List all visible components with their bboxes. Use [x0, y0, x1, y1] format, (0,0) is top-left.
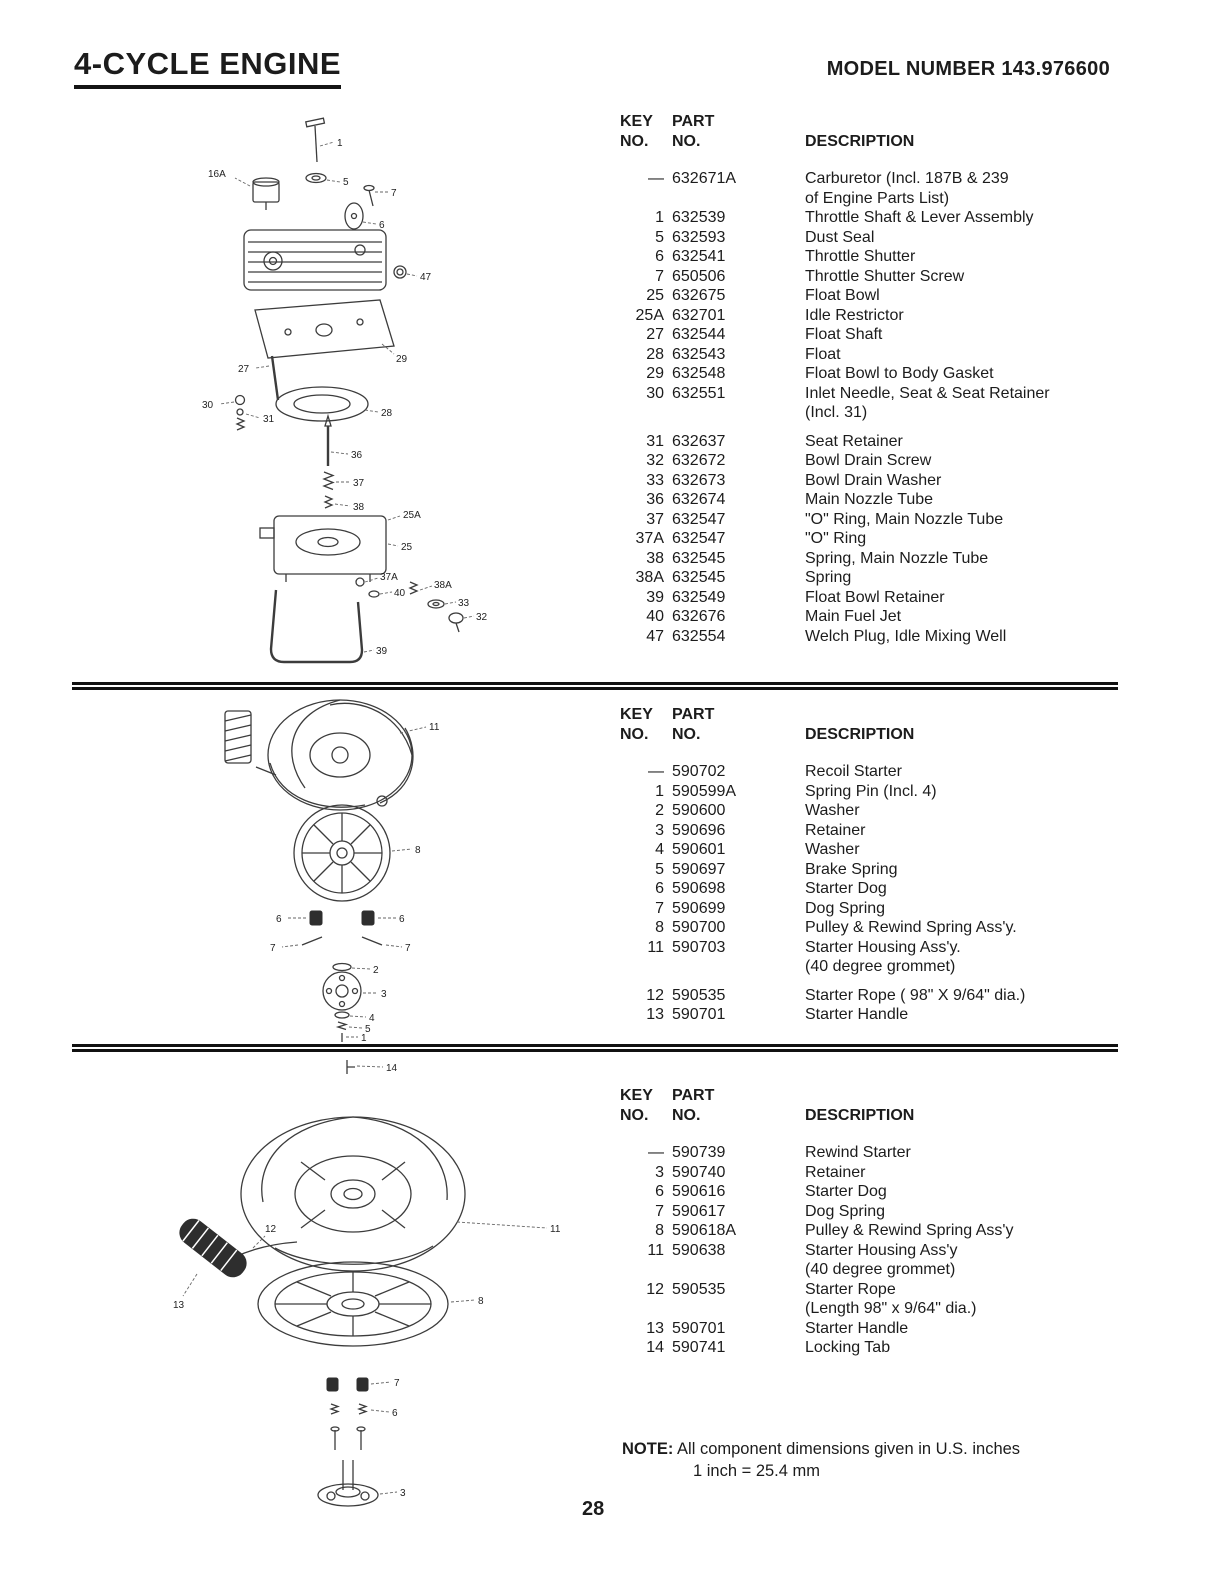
starter-dog-part — [362, 911, 374, 925]
description-cell: Pulley & Rewind Spring Ass'y. — [805, 919, 1017, 936]
description-cell: Throttle Shutter Screw — [805, 267, 965, 285]
key-no-cell: 31 — [646, 432, 664, 450]
key-no-cell: 7 — [655, 899, 664, 917]
col-header-key: KEY — [620, 706, 653, 723]
callout-label: 6 — [379, 220, 385, 231]
part-no-cell: 590700 — [672, 919, 726, 936]
part-no-cell: 632672 — [672, 452, 726, 469]
key-no-cell: 12 — [646, 986, 664, 1004]
description-cell: Starter Housing Ass'y (40 degree grommet) — [805, 1241, 958, 1278]
table-row — [620, 364, 1115, 384]
callout-label: 6 — [399, 914, 405, 925]
col-header-no: NO. — [620, 1106, 649, 1124]
table-row — [620, 1163, 1115, 1183]
description-cell: Main Fuel Jet — [805, 608, 902, 625]
starter-dog-part — [310, 911, 322, 925]
callout-label: 29 — [396, 354, 408, 365]
part-no-cell: 590535 — [672, 986, 726, 1004]
col-header-description: DESCRIPTION — [805, 725, 915, 743]
callout-label: 14 — [386, 1063, 398, 1074]
col-header-key: KEY — [620, 1087, 653, 1104]
description-cell: Carburetor (Incl. 187B & 239 of Engine Parts List) — [805, 170, 1009, 207]
part-no-cell: 632675 — [672, 287, 726, 304]
callout-label: 8 — [415, 845, 421, 856]
description-cell: Pulley & Rewind Spring Ass'y — [805, 1222, 1014, 1239]
col-header-no: NO. — [620, 132, 649, 150]
table-row — [620, 1319, 1115, 1339]
carburetor-body — [244, 230, 386, 290]
part-no-cell: 632674 — [672, 491, 726, 508]
description-cell: Dog Spring — [805, 1202, 886, 1220]
part-no-cell: 590599A — [672, 782, 737, 800]
table-row — [620, 1202, 1115, 1222]
col-header-part: PART — [672, 1087, 715, 1104]
part-no-cell: 590616 — [672, 1183, 726, 1200]
recoil-starter-parts-table — [620, 705, 1115, 1025]
model-number: MODEL NUMBER 143.976600 — [826, 58, 1110, 80]
fuel-jet-part — [369, 591, 379, 597]
spring-part — [325, 496, 332, 508]
part-no-cell: 632673 — [672, 471, 726, 489]
table-row — [620, 1143, 1115, 1163]
table-header — [620, 112, 1115, 151]
washer-part — [306, 174, 326, 183]
retainer-base-part — [318, 1460, 378, 1506]
table-row — [620, 627, 1115, 647]
callout-label: 4 — [369, 1013, 375, 1024]
part-no-cell: 590739 — [672, 1144, 726, 1161]
callout-label: 38 — [353, 502, 365, 513]
callout-label: 13 — [173, 1300, 185, 1311]
key-no-cell: 37 — [646, 510, 664, 528]
table-row — [620, 247, 1115, 267]
callout-label: 7 — [405, 943, 411, 954]
carburetor-exploded-diagram — [60, 104, 600, 679]
page-title: 4-CYCLE ENGINE — [74, 46, 341, 89]
table-row — [620, 169, 1115, 208]
dog-spring-part — [359, 1404, 366, 1414]
part-no-cell: 632548 — [672, 365, 726, 382]
description-cell: "O" Ring — [805, 530, 867, 547]
callout-label: 37 — [353, 478, 365, 489]
col-header-part: PART — [672, 706, 715, 723]
gasket-part — [255, 300, 394, 358]
callout-label: 7 — [394, 1378, 400, 1389]
bowl-retainer-part — [271, 590, 362, 662]
description-cell: Spring, Main Nozzle Tube — [805, 549, 989, 567]
table-row — [620, 529, 1115, 549]
table-header — [620, 705, 1115, 744]
part-no-cell: 590741 — [672, 1339, 726, 1356]
description-cell: Float Bowl to Body Gasket — [805, 365, 994, 382]
description-cell: Float Bowl — [805, 287, 880, 304]
key-no-cell: 33 — [646, 471, 664, 489]
key-no-cell: 37A — [635, 530, 664, 547]
table-row — [620, 432, 1115, 452]
key-no-cell: — — [648, 1144, 664, 1161]
rewind-starter-parts-table — [620, 1086, 1115, 1358]
callout-label: 25A — [403, 510, 421, 521]
callout-label: 7 — [270, 943, 276, 954]
callout-label: 11 — [550, 1224, 561, 1235]
part-no-cell: 590617 — [672, 1202, 726, 1220]
table-row — [620, 782, 1115, 802]
table-row — [620, 588, 1115, 608]
part-no-cell: 632539 — [672, 209, 726, 226]
description-cell: Starter Dog — [805, 1183, 887, 1200]
part-no-cell: 590703 — [672, 938, 726, 956]
float-bowl-part — [260, 516, 386, 582]
key-no-cell: 8 — [655, 919, 664, 936]
table-row — [620, 899, 1115, 919]
description-cell: Starter Handle — [805, 1006, 909, 1023]
part-no-cell: 590696 — [672, 821, 726, 839]
inlet-needle-part — [236, 396, 245, 431]
description-cell: Starter Rope (Length 98" x 9/64" dia.) — [805, 1280, 977, 1317]
key-no-cell: 30 — [646, 384, 664, 402]
part-no-cell: 590701 — [672, 1319, 726, 1337]
key-no-cell: 12 — [646, 1280, 664, 1298]
starter-handle-part — [175, 1214, 251, 1281]
table-row — [620, 1182, 1115, 1202]
callout-label: 33 — [458, 598, 470, 609]
table-row — [620, 267, 1115, 287]
col-header-no: NO. — [620, 725, 649, 743]
callout-label: 28 — [381, 408, 393, 419]
callout-label: 1 — [337, 138, 343, 149]
main-nozzle-part — [325, 416, 331, 466]
part-no-cell: 590698 — [672, 880, 726, 897]
description-cell: Inlet Needle, Seat & Seat Retainer (Incl. 31) — [805, 384, 1050, 421]
callout-label: 16A — [208, 169, 226, 180]
part-no-cell: 632593 — [672, 228, 726, 246]
part-no-cell: 632541 — [672, 248, 726, 265]
col-header-description: DESCRIPTION — [805, 132, 915, 150]
pin-part — [331, 1427, 365, 1450]
callout-label: 5 — [365, 1024, 371, 1035]
table-row — [620, 821, 1115, 841]
description-cell: Float — [805, 345, 841, 363]
throttle-shutter-part — [345, 203, 363, 229]
table-row — [620, 286, 1115, 306]
description-cell: Bowl Drain Screw — [805, 452, 932, 469]
table-row — [620, 801, 1115, 821]
brake-spring-part — [338, 1022, 346, 1030]
callout-label: 6 — [392, 1408, 398, 1419]
part-no-cell: 632549 — [672, 588, 726, 606]
description-cell: Seat Retainer — [805, 432, 903, 450]
key-no-cell: — — [648, 170, 664, 187]
table-row — [620, 208, 1115, 228]
retainer-part — [323, 972, 361, 1010]
part-no-cell: 632545 — [672, 569, 726, 586]
grommet-part — [225, 711, 276, 775]
callout-label: 25 — [401, 542, 413, 553]
table-row — [620, 510, 1115, 530]
dog-spring-part — [331, 1404, 338, 1414]
recoil-starter-exploded-diagram — [130, 693, 600, 1043]
callout-label: 32 — [476, 612, 488, 623]
note-text-line2: 1 inch = 25.4 mm — [693, 1462, 821, 1480]
key-no-cell: 8 — [655, 1222, 664, 1239]
callout-label: 30 — [202, 400, 214, 411]
key-no-cell: 25A — [635, 306, 664, 324]
table-row — [620, 879, 1115, 899]
description-cell: Starter Housing Ass'y. (40 degree grommet) — [805, 938, 961, 975]
table-row — [620, 918, 1115, 938]
description-cell: Starter Rope ( 98" X 9/64" dia.) — [805, 986, 1026, 1004]
carburetor-parts-table — [620, 112, 1115, 646]
table-row — [620, 451, 1115, 471]
table-row — [620, 1338, 1115, 1358]
key-no-cell: 2 — [655, 802, 664, 819]
part-no-cell: 632543 — [672, 345, 726, 363]
table-row — [620, 1221, 1115, 1241]
screw-part — [364, 186, 374, 207]
description-cell: Retainer — [805, 821, 866, 839]
key-no-cell: 6 — [655, 880, 664, 897]
table-row — [620, 938, 1115, 977]
key-no-cell: — — [648, 763, 664, 780]
part-no-cell: 590535 — [672, 1280, 726, 1298]
key-no-cell: 40 — [646, 608, 664, 625]
description-cell: Throttle Shaft & Lever Assembly — [805, 209, 1034, 226]
description-cell: Welch Plug, Idle Mixing Well — [805, 627, 1007, 645]
description-cell: Starter Handle — [805, 1319, 909, 1337]
float-part — [276, 387, 368, 421]
key-no-cell: 38A — [635, 569, 664, 586]
callout-label: 39 — [376, 646, 388, 657]
starter-housing — [268, 700, 413, 810]
key-no-cell: 1 — [655, 209, 664, 226]
description-cell: Recoil Starter — [805, 763, 902, 780]
table-body — [620, 762, 1115, 1025]
description-cell: Spring — [805, 569, 852, 586]
part-no-cell: 590600 — [672, 802, 726, 819]
key-no-cell: 3 — [655, 1163, 664, 1181]
col-header-no: NO. — [672, 1106, 701, 1124]
note-label: NOTE: — [622, 1440, 674, 1458]
spring-part — [410, 582, 417, 594]
callout-label: 1 — [361, 1033, 367, 1043]
part-no-cell: 632701 — [672, 306, 726, 324]
callout-label: 38A — [434, 580, 452, 591]
description-cell: Starter Dog — [805, 880, 887, 897]
part-no-cell: 590697 — [672, 860, 726, 878]
table-row — [620, 490, 1115, 510]
starter-housing — [241, 1117, 465, 1271]
starter-dog-part — [357, 1378, 368, 1391]
table-row — [620, 986, 1115, 1006]
part-no-cell: 590618A — [672, 1222, 737, 1239]
callout-label: 12 — [265, 1224, 277, 1235]
callout-label: 3 — [381, 989, 387, 1000]
description-cell: Washer — [805, 841, 860, 858]
key-no-cell: 3 — [655, 821, 664, 839]
welch-plug-part — [394, 266, 406, 278]
callout-label: 8 — [478, 1296, 484, 1307]
key-no-cell: 5 — [655, 860, 664, 878]
table-header — [620, 1086, 1115, 1125]
callout-label: 5 — [343, 177, 349, 188]
table-row — [620, 228, 1115, 248]
bolt-part — [306, 118, 325, 162]
key-no-cell: 7 — [655, 267, 664, 285]
callout-label: 3 — [400, 1488, 406, 1499]
key-no-cell: 1 — [655, 782, 664, 800]
callout-label: 40 — [394, 588, 406, 599]
key-no-cell: 11 — [647, 1241, 664, 1259]
rewind-starter-exploded-diagram — [85, 1052, 625, 1522]
key-no-cell: 32 — [646, 452, 664, 469]
part-no-cell: 632545 — [672, 549, 726, 567]
pulley-part — [258, 1262, 448, 1346]
section-divider — [72, 1044, 1118, 1052]
key-no-cell: 13 — [646, 1319, 664, 1337]
table-body — [620, 1143, 1115, 1358]
description-cell: Idle Restrictor — [805, 306, 904, 324]
key-no-cell: 28 — [646, 345, 664, 363]
part-no-cell: 632544 — [672, 326, 726, 343]
starter-dog-part — [327, 1378, 338, 1391]
table-row — [620, 840, 1115, 860]
key-no-cell: 6 — [655, 1183, 664, 1200]
key-no-cell: 11 — [647, 938, 664, 956]
part-no-cell: 632676 — [672, 608, 726, 625]
key-no-cell: 47 — [646, 627, 664, 645]
key-no-cell: 29 — [646, 365, 664, 382]
part-no-cell: 632637 — [672, 432, 726, 450]
callout-label: 47 — [420, 272, 432, 283]
part-no-cell: 590701 — [672, 1006, 726, 1023]
float-shaft-part — [272, 356, 278, 400]
part-no-cell: 590699 — [672, 899, 726, 917]
part-no-cell: 590702 — [672, 763, 726, 780]
callout-label: 2 — [373, 965, 379, 976]
description-cell: Main Nozzle Tube — [805, 491, 934, 508]
locking-tab-part — [347, 1060, 355, 1074]
table-row — [620, 860, 1115, 880]
description-cell: Spring Pin (Incl. 4) — [805, 782, 937, 800]
key-no-cell: 38 — [646, 549, 664, 567]
key-no-cell: 5 — [655, 228, 664, 246]
table-row — [620, 549, 1115, 569]
section-divider — [72, 682, 1118, 690]
key-no-cell: 39 — [646, 588, 664, 606]
note — [622, 1438, 1020, 1482]
key-no-cell: 14 — [646, 1339, 664, 1356]
washer-part — [335, 1012, 349, 1018]
col-header-key: KEY — [620, 113, 653, 130]
col-header-no: NO. — [672, 725, 701, 743]
key-no-cell: 13 — [646, 1006, 664, 1023]
col-header-no: NO. — [672, 132, 701, 150]
table-row — [620, 306, 1115, 326]
description-cell: Brake Spring — [805, 860, 898, 878]
drain-screw-part — [449, 613, 463, 632]
spring-part — [324, 472, 333, 490]
table-row — [620, 384, 1115, 423]
callout-label: 36 — [351, 450, 363, 461]
description-cell: Throttle Shutter — [805, 248, 916, 265]
callout-label: 27 — [238, 364, 250, 375]
dog-spring-part — [302, 937, 382, 945]
note-text-line1: All component dimensions given in U.S. inches — [677, 1440, 1021, 1458]
o-ring-part — [356, 578, 364, 586]
callout-label: 6 — [276, 914, 282, 925]
description-cell: Dust Seal — [805, 228, 875, 246]
col-header-description: DESCRIPTION — [805, 1106, 915, 1124]
col-header-part: PART — [672, 113, 715, 130]
part-no-cell: 632671A — [672, 170, 737, 187]
table-row — [620, 1005, 1115, 1025]
key-no-cell: 25 — [646, 287, 664, 304]
table-row — [620, 762, 1115, 782]
key-no-cell: 4 — [655, 841, 664, 858]
key-no-cell: 27 — [646, 326, 664, 343]
description-cell: Float Shaft — [805, 326, 883, 343]
description-cell: "O" Ring, Main Nozzle Tube — [805, 510, 1004, 528]
table-body — [620, 169, 1115, 646]
part-no-cell: 632547 — [672, 530, 726, 547]
callout-label: 11 — [429, 722, 440, 733]
part-no-cell: 650506 — [672, 267, 726, 285]
description-cell: Dog Spring — [805, 899, 886, 917]
table-row — [620, 471, 1115, 491]
primer-part — [253, 178, 279, 210]
washer-part — [333, 964, 351, 971]
key-no-cell: 7 — [655, 1202, 664, 1220]
part-no-cell: 590740 — [672, 1163, 726, 1181]
description-cell: Washer — [805, 802, 860, 819]
description-cell: Float Bowl Retainer — [805, 588, 945, 606]
part-no-cell: 632551 — [672, 384, 726, 402]
description-cell: Bowl Drain Washer — [805, 471, 942, 489]
table-row — [620, 568, 1115, 588]
callout-label: 31 — [263, 414, 275, 425]
callout-label: 37A — [380, 572, 398, 583]
key-no-cell: 6 — [655, 248, 664, 265]
part-no-cell: 632554 — [672, 627, 726, 645]
pulley-part — [294, 805, 390, 901]
callout-label: 7 — [391, 188, 397, 199]
table-row — [620, 1280, 1115, 1319]
page-number: 28 — [582, 1498, 605, 1520]
description-cell: Retainer — [805, 1163, 866, 1181]
description-cell: Locking Tab — [805, 1339, 891, 1356]
starter-rope-part — [235, 1242, 297, 1257]
part-no-cell: 590638 — [672, 1241, 726, 1259]
part-no-cell: 632547 — [672, 510, 726, 528]
table-row — [620, 1241, 1115, 1280]
description-cell: Rewind Starter — [805, 1144, 911, 1161]
table-row — [620, 345, 1115, 365]
table-row — [620, 607, 1115, 627]
table-row — [620, 325, 1115, 345]
drain-washer-part — [428, 600, 444, 608]
part-no-cell: 590601 — [672, 841, 726, 858]
key-no-cell: 36 — [646, 491, 664, 508]
